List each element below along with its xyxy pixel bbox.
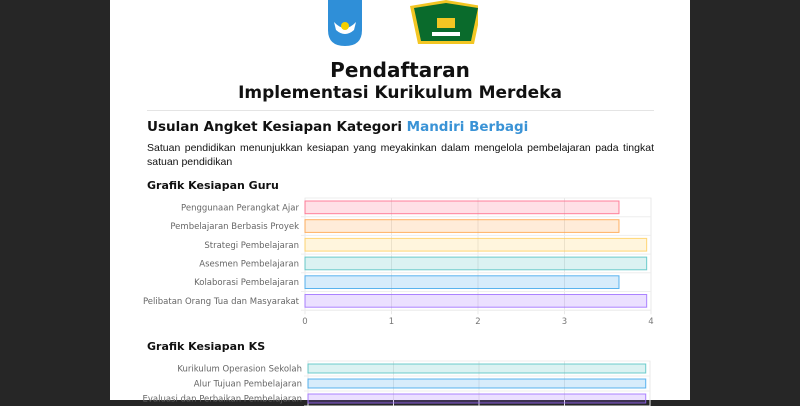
bar — [308, 394, 646, 403]
category-label: Evaluasi dan Perbaikan Pembelajaran — [142, 394, 302, 405]
section-heading — [147, 119, 528, 135]
kemendikbud-logo — [328, 0, 362, 46]
bar — [305, 201, 619, 214]
category-label: Asesmen Pembelajaran — [199, 259, 299, 270]
heading-prefix: Usulan Angket Kesiapan Kategori — [147, 119, 402, 135]
bar — [308, 364, 646, 373]
x-tick-label: 0 — [302, 317, 308, 328]
logos — [328, 0, 478, 48]
kemenag-logo — [410, 0, 478, 44]
category-label: Alur Tujuan Pembelajaran — [193, 379, 302, 390]
chart-ks — [110, 356, 690, 406]
bar — [305, 220, 619, 233]
x-tick-label: 3 — [561, 317, 568, 328]
category-label: Mandiri Berbagi — [406, 119, 529, 135]
page — [110, 0, 690, 405]
bar — [305, 295, 647, 308]
section-description: Satuan pendidikan menunjukkan kesiapan yang meyakinkan dalam mengelola pembelajaran pada tingkat satuan pendidikan — [147, 142, 654, 168]
category-label: Pembelajaran Berbasis Proyek — [170, 222, 299, 233]
category-label: Strategi Pembelajaran — [204, 240, 299, 251]
chart-ks-title: Grafik Kesiapan KS — [147, 340, 266, 353]
page-title: Pendaftaran — [330, 58, 470, 82]
chart-guru-title: Grafik Kesiapan Guru — [147, 179, 279, 192]
bar — [305, 238, 647, 251]
x-tick-label: 1 — [388, 317, 395, 328]
category-label: Kurikulum Operasion Sekolah — [177, 364, 302, 375]
category-label: Penggunaan Perangkat Ajar — [181, 203, 299, 214]
chart-guru — [110, 195, 690, 330]
category-label: Kolaborasi Pembelajaran — [194, 278, 299, 289]
bar — [305, 257, 647, 270]
bar — [308, 379, 646, 388]
x-tick-label: 4 — [648, 317, 654, 328]
bar — [305, 276, 619, 289]
category-label: Pelibatan Orang Tua dan Masyarakat — [142, 296, 299, 307]
x-tick-label: 2 — [475, 317, 481, 328]
page-subtitle: Implementasi Kurikulum Merdeka — [238, 83, 562, 103]
divider — [147, 110, 654, 111]
